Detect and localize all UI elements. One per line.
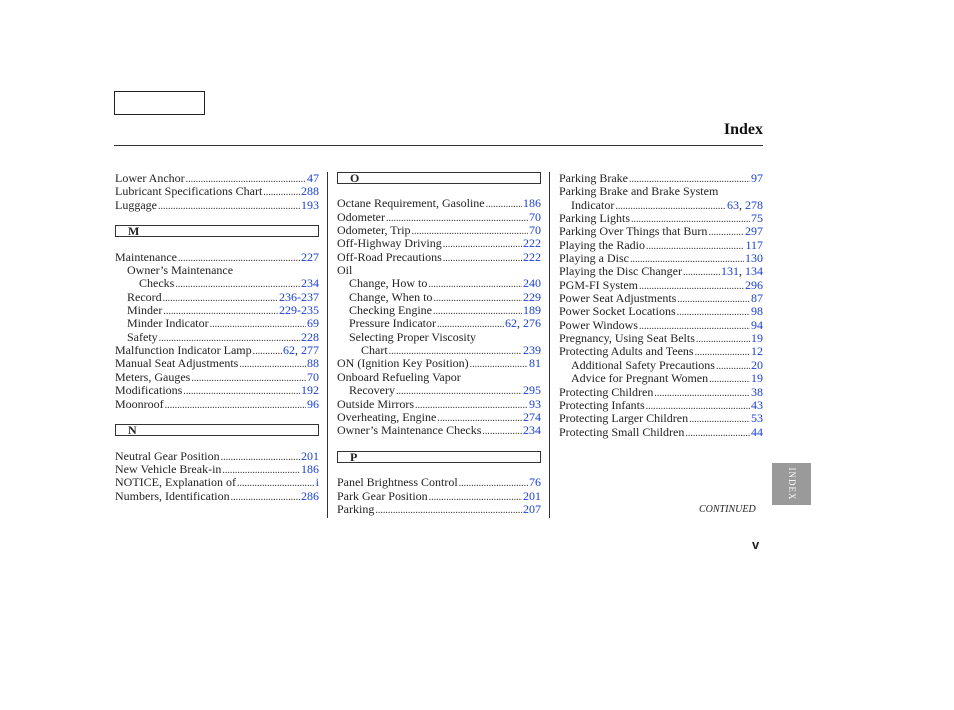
leader-dots: [683, 266, 720, 279]
page-refs: [523, 291, 541, 304]
page-refs: [301, 199, 319, 212]
page-link[interactable]: 229: [523, 289, 541, 304]
leader-dots: [470, 358, 528, 371]
page-link[interactable]: 278: [745, 197, 763, 212]
leader-dots: [163, 292, 278, 305]
entry-label: Checking Engine: [349, 303, 432, 318]
page-refs: [745, 252, 763, 265]
letter-section-header: N: [115, 424, 319, 436]
page-link[interactable]: 20: [751, 357, 763, 372]
leader-dots: [375, 504, 522, 517]
page-refs: [751, 399, 763, 412]
entry-label: Octane Requirement, Gasoline: [337, 196, 485, 211]
index-entry: [337, 317, 541, 330]
index-entry: [337, 398, 541, 411]
page-refs: [751, 172, 763, 185]
page-refs: [307, 398, 319, 411]
index-entry: [115, 277, 319, 290]
index-entry: [115, 357, 319, 370]
page-link[interactable]: 19: [751, 331, 763, 346]
page-link[interactable]: 47: [307, 171, 319, 185]
page-refs: [523, 251, 541, 264]
leader-dots: [708, 226, 744, 239]
index-entry: [337, 490, 541, 503]
entry-label: Pregnancy, Using Seat Belts: [559, 331, 695, 346]
page-refs: [529, 357, 541, 370]
letter-section-header: P: [337, 451, 541, 463]
index-entry: [337, 503, 541, 516]
leader-dots: [696, 333, 750, 346]
index-entry: [559, 239, 763, 252]
entry-label: Luggage: [115, 197, 157, 212]
entry-label: Power Socket Locations: [559, 304, 676, 319]
page-refs: [307, 371, 319, 384]
index-entry: [115, 476, 319, 489]
entry-label: Additional Safety Precautions: [571, 357, 715, 372]
page-refs: [751, 412, 763, 425]
entry-label: Moonroof: [115, 396, 164, 411]
index-entry: [559, 319, 763, 332]
leader-dots: [459, 477, 528, 490]
entry-label: Off-Road Precautions: [337, 249, 442, 264]
page-refs: [301, 384, 319, 397]
leader-dots: [396, 385, 522, 398]
index-entry: [559, 199, 763, 212]
page-refs: [751, 305, 763, 318]
entry-label: Change, How to: [349, 276, 428, 291]
page-link[interactable]: 87: [751, 291, 763, 306]
page-refs: [523, 237, 541, 250]
index-entry: [559, 279, 763, 292]
leader-dots: [482, 425, 522, 438]
entry-label: Indicator: [571, 197, 615, 212]
page-link[interactable]: 276: [523, 316, 541, 331]
index-entry: [115, 199, 319, 212]
page-refs: [529, 211, 541, 224]
index-entry: [115, 317, 319, 330]
entry-label: Lubricant Specifications Chart: [115, 184, 263, 199]
index-entry: [337, 424, 541, 437]
page-link[interactable]: 234: [301, 276, 319, 291]
page-link[interactable]: 93: [529, 396, 541, 411]
index-entry: [337, 384, 541, 397]
page-link[interactable]: 227: [301, 249, 319, 264]
index-entry: [559, 412, 763, 425]
page-refs: [301, 251, 319, 264]
entry-label: Maintenance: [115, 249, 177, 264]
page-link[interactable]: 186: [523, 196, 541, 211]
entry-label: Power Windows: [559, 317, 638, 332]
index-entry: [115, 450, 319, 463]
leader-dots: [486, 198, 522, 211]
entry-label: Parking: [337, 501, 375, 516]
index-entry: [115, 185, 319, 198]
page-refs: [751, 345, 763, 358]
page-refs: [529, 398, 541, 411]
entry-label: Odometer, Trip: [337, 223, 411, 238]
index-entry: [115, 291, 319, 304]
page-refs: [307, 317, 319, 330]
letter-section-header: M: [115, 225, 319, 237]
index-column-1: [115, 172, 319, 503]
index-entry: [115, 172, 319, 185]
page-link[interactable]: i: [315, 475, 319, 490]
page-refs: [301, 331, 319, 344]
index-entry: [559, 225, 763, 238]
page-title: Index: [723, 121, 763, 138]
page-link[interactable]: 295: [523, 383, 541, 398]
leader-dots: [443, 252, 522, 265]
page-refs: 131, 134: [721, 264, 763, 279]
entry-label: Parking Lights: [559, 211, 630, 226]
index-entry: [559, 386, 763, 399]
page-link[interactable]: 81: [529, 356, 541, 371]
page-link[interactable]: 98: [751, 304, 763, 319]
entry-label: Parking Over Things that Burn: [559, 224, 708, 239]
leader-dots: [677, 293, 750, 306]
page-refs: [523, 384, 541, 397]
page-number: v: [752, 537, 760, 552]
page-link[interactable]: 62: [505, 316, 517, 331]
page-refs: [751, 319, 763, 332]
index-entry: [337, 291, 541, 304]
leader-dots: [443, 238, 522, 251]
page-refs: [523, 304, 541, 317]
entry-label: Change, When to: [349, 289, 433, 304]
entry-label: Protecting Larger Children: [559, 411, 689, 426]
spacer: [115, 436, 319, 449]
page-link[interactable]: 63: [727, 197, 739, 212]
entry-label: Odometer: [337, 209, 385, 224]
page-link[interactable]: 274: [523, 409, 541, 424]
entry-label: Protecting Small Children: [559, 424, 685, 439]
page-refs: [751, 212, 763, 225]
page-link[interactable]: 236-237: [279, 289, 319, 304]
page-link[interactable]: 286: [301, 488, 319, 503]
page-link[interactable]: 12: [751, 344, 763, 359]
page-refs: [523, 424, 541, 437]
entry-label: PGM-FI System: [559, 277, 639, 292]
index-entry: [115, 384, 319, 397]
leader-dots: [253, 345, 282, 358]
entry-label: Chart: [361, 343, 388, 358]
entry-label: Lower Anchor: [115, 171, 185, 185]
index-entry: [337, 197, 541, 210]
index-entry: [559, 399, 763, 412]
page-refs: [279, 291, 319, 304]
index-entry: [115, 344, 319, 357]
entry-label: ON (Ignition Key Position): [337, 356, 469, 371]
entry-label: Minder: [127, 303, 163, 318]
page-refs: [301, 277, 319, 290]
page-link[interactable]: 69: [307, 316, 319, 331]
header-rule: [114, 145, 763, 146]
index-entry: [559, 252, 763, 265]
entry-label: Neutral Gear Position: [115, 448, 220, 463]
page-refs: [751, 292, 763, 305]
leader-dots: [646, 240, 744, 253]
page-link[interactable]: 70: [307, 369, 319, 384]
page-link[interactable]: 239: [523, 343, 541, 358]
leader-dots: [429, 491, 522, 504]
leader-dots: [677, 306, 750, 319]
page-link[interactable]: 222: [523, 249, 541, 264]
column-divider: [327, 172, 328, 518]
page-link[interactable]: 94: [751, 317, 763, 332]
page-refs: [745, 225, 763, 238]
entry-label: Panel Brightness Control: [337, 475, 458, 490]
page-link[interactable]: 228: [301, 329, 319, 344]
page-link[interactable]: 53: [751, 411, 763, 426]
page-refs: [751, 386, 763, 399]
leader-dots: [433, 292, 522, 305]
leader-dots: [716, 360, 750, 373]
page-link[interactable]: 229-235: [279, 303, 319, 318]
index-entry: [559, 332, 763, 345]
page-link[interactable]: 134: [745, 264, 763, 279]
index-entry: [559, 372, 763, 385]
leader-dots: [158, 200, 300, 213]
index-entry: [559, 292, 763, 305]
entry-label: Playing a Disc: [559, 251, 629, 266]
index-entry: [115, 264, 319, 277]
page-link[interactable]: 62: [283, 343, 295, 358]
index-entry: [337, 251, 541, 264]
entry-label: Minder Indicator: [127, 316, 209, 331]
page-refs: [279, 304, 319, 317]
leader-dots: [685, 427, 750, 440]
index-entry: [337, 357, 541, 370]
letter-section-header: O: [337, 172, 541, 184]
page-link[interactable]: 222: [523, 236, 541, 251]
index-entry: [115, 371, 319, 384]
page-refs: [316, 476, 319, 489]
spacer: [337, 438, 541, 451]
leader-dots: [654, 387, 750, 400]
page-link[interactable]: 240: [523, 276, 541, 291]
entry-label: Playing the Radio: [559, 237, 645, 252]
index-entry: [337, 237, 541, 250]
index-entry: [559, 265, 763, 278]
page-link[interactable]: 201: [523, 488, 541, 503]
page-refs: [307, 172, 319, 185]
entry-label: Parking Brake: [559, 171, 628, 185]
index-entry: [115, 463, 319, 476]
leader-dots: [615, 200, 726, 213]
spacer: [115, 237, 319, 250]
page-refs: [301, 463, 319, 476]
page-refs: [523, 344, 541, 357]
entry-label: Recovery: [349, 383, 395, 398]
leader-dots: [183, 385, 300, 398]
page-link[interactable]: 131: [721, 264, 739, 279]
entry-label: Oil: [337, 263, 353, 278]
page-link[interactable]: 70: [529, 209, 541, 224]
page-refs: [301, 185, 319, 198]
page-link[interactable]: 43: [751, 397, 763, 412]
page-link[interactable]: 189: [523, 303, 541, 318]
header-box: [114, 91, 205, 115]
page-refs: [751, 426, 763, 439]
index-entry: [337, 304, 541, 317]
entry-label: Owner’s Maintenance: [127, 263, 234, 278]
page-refs: [523, 490, 541, 503]
page-refs: [523, 411, 541, 424]
entry-label: Checks: [139, 276, 175, 291]
index-entry: [115, 331, 319, 344]
entry-label: Protecting Adults and Teens: [559, 344, 694, 359]
page-refs: [301, 450, 319, 463]
page-link[interactable]: 117: [745, 237, 763, 252]
index-entry: [337, 344, 541, 357]
leader-dots: [165, 399, 306, 412]
page-refs: [751, 372, 763, 385]
page-link[interactable]: 130: [745, 251, 763, 266]
entry-label: Safety: [127, 329, 158, 344]
entry-label: Protecting Children: [559, 384, 654, 399]
page-link[interactable]: 38: [751, 384, 763, 399]
index-entry: [559, 426, 763, 439]
page-refs: [745, 239, 763, 252]
leader-dots: [263, 186, 300, 199]
entry-label: Outside Mirrors: [337, 396, 414, 411]
page-refs: 62, 276: [505, 316, 541, 331]
spacer: [115, 212, 319, 225]
index-entry: [337, 277, 541, 290]
entry-label: Off-Highway Driving: [337, 236, 442, 251]
leader-dots: [239, 358, 306, 371]
page-refs: [751, 332, 763, 345]
index-entry: [337, 211, 541, 224]
leader-dots: [231, 491, 300, 504]
page-link[interactable]: 201: [301, 448, 319, 463]
page-link[interactable]: 44: [751, 424, 763, 439]
index-entry: [337, 476, 541, 489]
leader-dots: [689, 413, 750, 426]
index-tab-label: INDEX: [786, 467, 797, 501]
index-tab[interactable]: [772, 463, 811, 505]
page-refs: [745, 279, 763, 292]
index-entry: [115, 398, 319, 411]
page-refs: [307, 357, 319, 370]
page-refs: [301, 490, 319, 503]
entry-label: Meters, Gauges: [115, 369, 191, 384]
page-link[interactable]: 70: [529, 223, 541, 238]
index-entry: [337, 331, 541, 344]
index-entry: [115, 304, 319, 317]
entry-label: Numbers, Identification: [115, 488, 230, 503]
index-entry: [559, 212, 763, 225]
continued-label: CONTINUED: [699, 504, 756, 515]
page-refs: [523, 277, 541, 290]
leader-dots: [221, 451, 300, 464]
page-refs: [523, 503, 541, 516]
spacer: [337, 463, 541, 476]
page-link[interactable]: 288: [301, 184, 319, 199]
page-refs: [751, 359, 763, 372]
entry-label: Power Seat Adjustments: [559, 291, 677, 306]
spacer: [115, 411, 319, 424]
page-link[interactable]: 193: [301, 197, 319, 212]
spacer: [337, 184, 541, 197]
entry-label: Modifications: [115, 383, 183, 398]
page-refs: [523, 197, 541, 210]
page-link[interactable]: 277: [301, 343, 319, 358]
page-refs: [529, 476, 541, 489]
entry-label: Park Gear Position: [337, 488, 428, 503]
entry-label: New Vehicle Break-in: [115, 461, 222, 476]
page-link[interactable]: 207: [523, 501, 541, 516]
index-entry: [115, 490, 319, 503]
entry-label: Record: [127, 289, 162, 304]
page-refs: [529, 224, 541, 237]
leader-dots: [210, 318, 306, 331]
entry-label: Playing the Disc Changer: [559, 264, 682, 279]
column-divider: [549, 172, 550, 518]
leader-dots: [191, 372, 306, 385]
entry-label: Advice for Pregnant Women: [571, 371, 709, 386]
index-entry: [559, 185, 763, 198]
index-column-2: [337, 172, 541, 516]
index-column-3: [559, 172, 763, 439]
entry-label: Parking Brake and Brake System: [559, 184, 719, 199]
page-link[interactable]: 88: [307, 356, 319, 371]
entry-label: Overheating, Engine: [337, 409, 437, 424]
entry-label: Owner’s Maintenance Checks: [337, 423, 482, 438]
page-link[interactable]: 96: [307, 396, 319, 411]
index-entry: [559, 359, 763, 372]
entry-label: Selecting Proper Viscosity: [349, 329, 477, 344]
page-link[interactable]: 76: [529, 475, 541, 490]
page-link[interactable]: 75: [751, 211, 763, 226]
page-refs: 62, 277: [283, 343, 319, 358]
page-link[interactable]: 234: [523, 423, 541, 438]
page-link[interactable]: 297: [745, 224, 763, 239]
leader-dots: [709, 373, 750, 386]
entry-label: Pressure Indicator: [349, 316, 436, 331]
entry-label: Onboard Refueling Vapor: [337, 369, 461, 384]
entry-label: NOTICE, Explanation of: [115, 475, 236, 490]
index-entry: [337, 411, 541, 424]
index-entry: [337, 224, 541, 237]
leader-dots: [428, 278, 522, 291]
index-entry: [337, 371, 541, 384]
page-link[interactable]: 19: [751, 371, 763, 386]
index-entry: [559, 172, 763, 185]
index-entry: [115, 251, 319, 264]
index-entry: [559, 345, 763, 358]
page-link[interactable]: 97: [751, 171, 763, 185]
page-link[interactable]: 192: [301, 383, 319, 398]
page-link[interactable]: 186: [301, 461, 319, 476]
index-entry: [559, 305, 763, 318]
entry-label: Manual Seat Adjustments: [115, 356, 239, 371]
page-link[interactable]: 296: [745, 277, 763, 292]
index-entry: [337, 264, 541, 277]
entry-label: Protecting Infants: [559, 397, 645, 412]
entry-label: Malfunction Indicator Lamp: [115, 343, 252, 358]
page-refs: 63, 278: [727, 197, 763, 212]
